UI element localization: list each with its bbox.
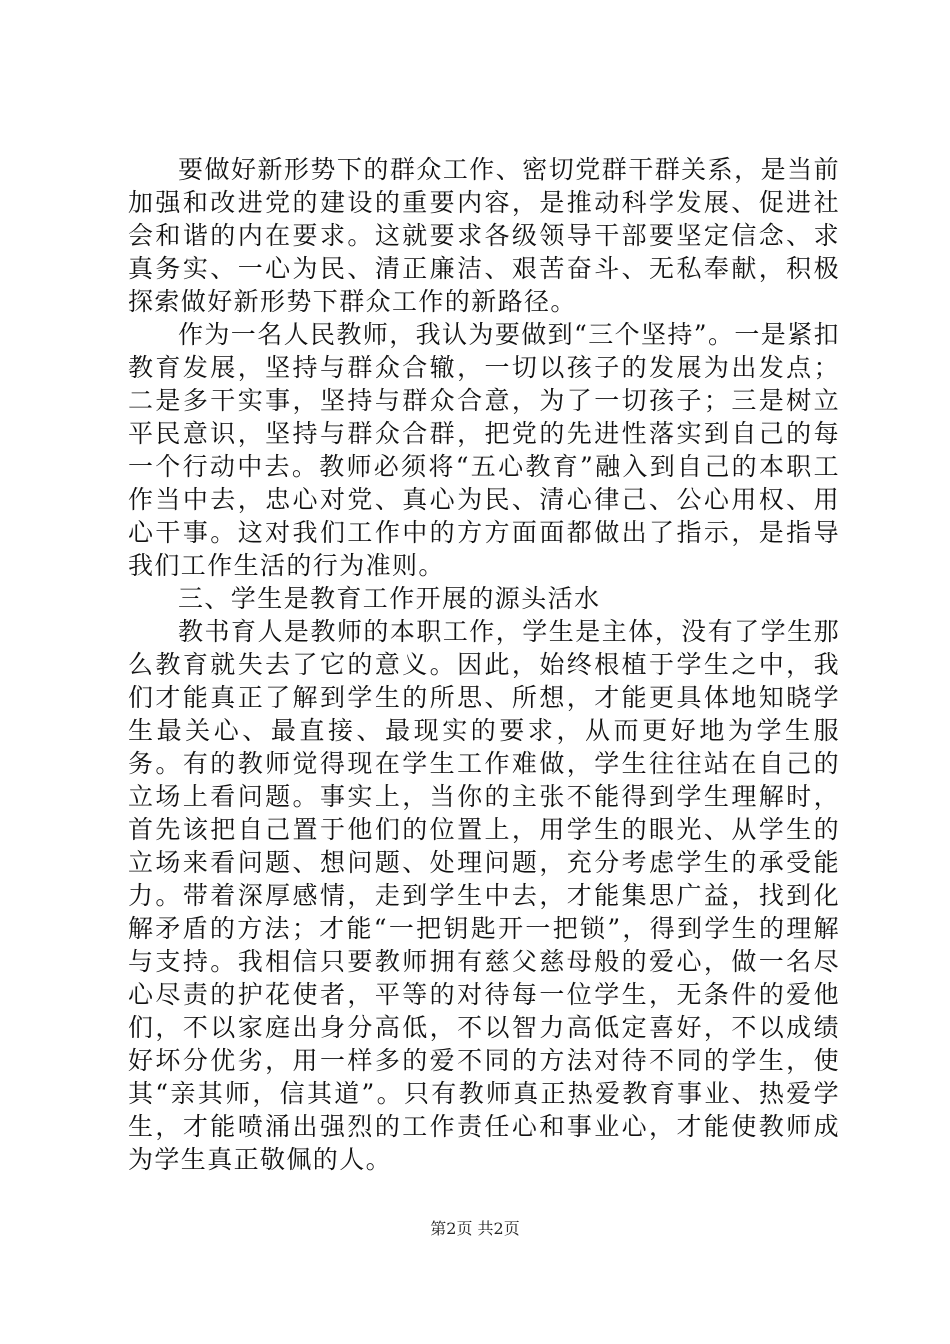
document-body [128,153,840,1176]
paragraph-3: 教书育人是教师的本职工作，学生是主体，没有了学生那么教育就失去了它的意义。因此，始终根植于学生之中，我们才能真正了解到学生的所思、所想，才能更具体地知晓学生最关心、最直接、最现实的要求，从而更好地为学生服务。有的教师觉得现在学生工作难做，学生往往站在自己的立场上看问题。事实上，当你的主张不能得到学生理解时，首先该把自己置于他们的位置上，用学生的眼光、从学生的立场来看问题、想问题、处理问题，充分考虑学生的承受能力。带着深厚感情，走到学生中去，才能集思广益，找到化解矛盾的方法；才能“一把钥匙开一把锁”，得到学生的理解与支持。我相信只要教师拥有慈父慈母般的爱心，做一名尽心尽责的护花使者，平等的对待每一位学生，无条件的爱他们，不以家庭出身分高低，不以智力高低定喜好，不以成绩好坏分优劣，用一样多的爱不同的方法对待不同的学生，使其“亲其师，信其道”。只有教师真正热爱教育事业、热爱学生，才能喷涌出强烈的工作责任心和事业心，才能使教师成为学生真正敬佩的人。 [128,617,840,1174]
paragraph-2: 作为一名人民教师，我认为要做到“三个坚持”。一是紧扣教育发展，坚持与群众合辙，一切以孩子的发展为出发点；二是多干实事，坚持与群众合意，为了一切孩子；三是树立平民意识，坚持与群众合群，把党的先进性落实到自己的每一个行动中去。教师必须将“五心教育”融入到自己的本职工作当中去，忠心对党、真心为民、清心律己、公心用权、用心干事。这对我们工作中的方方面面都做出了指示，是指导我们工作生活的行为准则。 [128,320,840,580]
paragraph-1: 要做好新形势下的群众工作、密切党群干群关系，是当前加强和改进党的建设的重要内容，是推动科学发展、促进社会和谐的内在要求。这就要求各级领导干部要坚定信念、求真务实、一心为民、清正廉洁、艰苦奋斗、无私奉献，积极探索做好新形势下群众工作的新路径。 [128,155,840,316]
page-footer: 第2页 共2页 [430,1219,520,1238]
section-heading: 三、学生是教育工作开展的源头活水 [178,584,601,613]
